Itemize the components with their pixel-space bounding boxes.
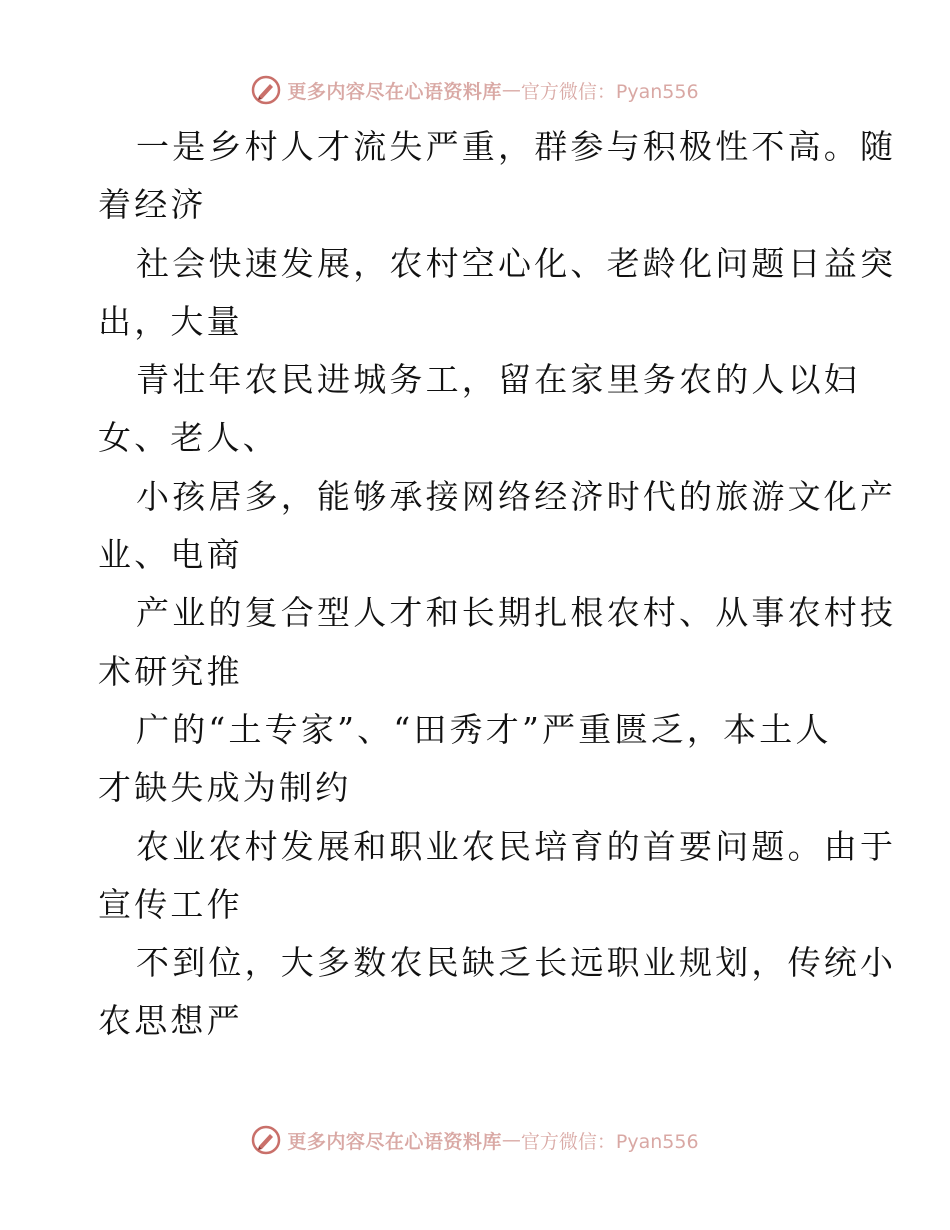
paragraph-line: 术研究推: [98, 651, 243, 691]
watermark-suffix: 官方微信：Pyan556: [520, 80, 699, 103]
paragraph-line: 产业的复合型人才和长期扎根农村、从事农村技: [136, 593, 897, 633]
paragraph-line: 农业农村发展和职业农民培育的首要问题。由于: [136, 826, 897, 866]
paragraph-line: 青壮年农民进城务工，留在家里务农的人以妇: [136, 360, 860, 400]
paragraph-line: 广的“土专家”、“田秀才”严重匮乏，本土人: [136, 709, 832, 749]
paragraph-line: 小孩居多，能够承接网络经济时代的旅游文化产: [136, 476, 897, 516]
watermark-brand: 更多内容尽在心语资料库: [287, 1130, 502, 1153]
paragraph-line: 不到位，大多数农民缺乏长远职业规划，传统小: [136, 943, 897, 983]
paragraph-line: 农思想严: [98, 1001, 243, 1041]
pen-logo-icon: [251, 75, 281, 105]
paragraph-line: 一是乡村人才流失严重，群参与积极性不高。随: [136, 127, 897, 166]
paragraph-line: 出，大量: [98, 301, 243, 341]
watermark-separator: —: [501, 1129, 521, 1151]
paragraph-line: 才缺失成为制约: [98, 768, 352, 808]
paragraph-line: 社会快速发展，农村空心化、老龄化问题日益突: [136, 243, 897, 283]
paragraph-line: 女、老人、: [98, 418, 279, 458]
watermark-suffix: 官方微信：Pyan556: [520, 1130, 699, 1153]
header-watermark: [0, 70, 950, 110]
paragraph-line: 宣传工作: [98, 884, 243, 924]
document-body: [98, 118, 897, 1051]
watermark-separator: —: [501, 79, 521, 101]
footer-watermark: [0, 1120, 950, 1160]
pen-logo-icon: [251, 1125, 281, 1155]
watermark-brand: 更多内容尽在心语资料库: [287, 80, 502, 103]
paragraph-line: 着经济: [98, 185, 207, 225]
paragraph-line: 业、电商: [98, 535, 243, 575]
